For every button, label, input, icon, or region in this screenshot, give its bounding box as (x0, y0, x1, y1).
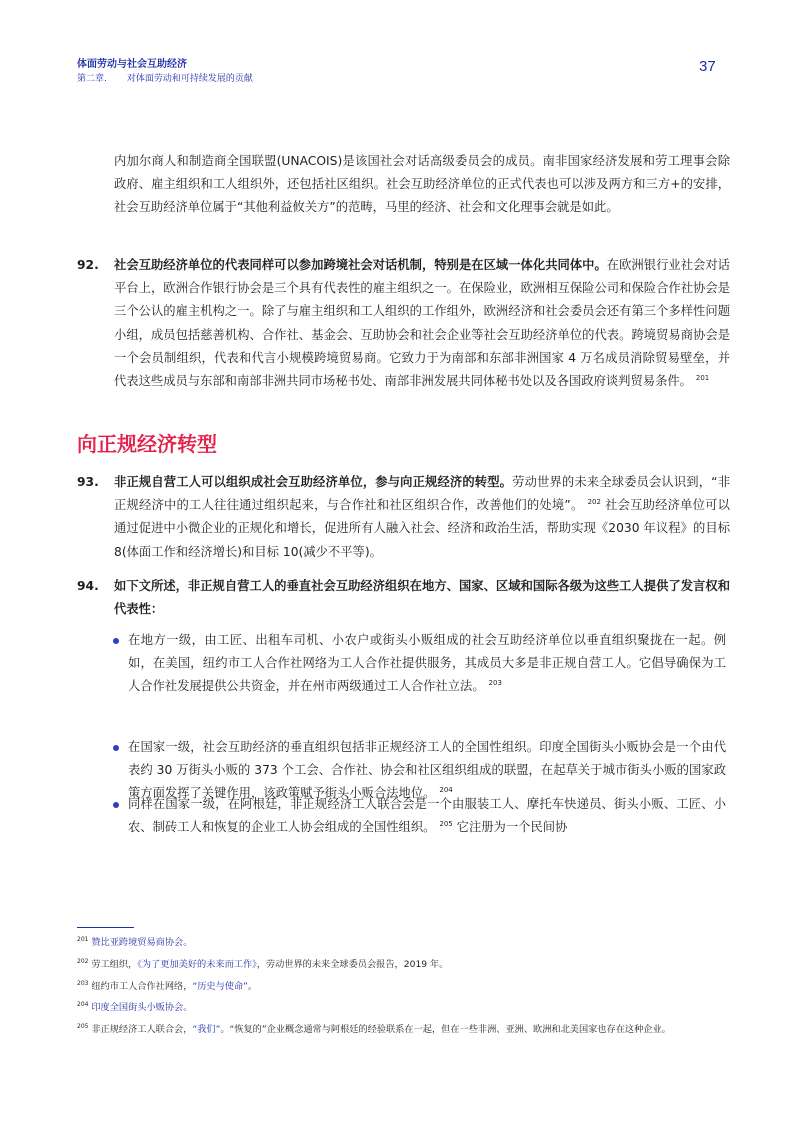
intro-paragraph: 内加尔商人和制造商全国联盟(UNACOIS)是该国社会对话高级委员会的成员。南非国家经济发展和劳工理事会除政府、雇主组织和工人组织外，还包括社区组织。社会互助经济单位的正式代表也可以涉及两方和三方+的安排，社会互助经济单位属于“其他利益攸关方”的范畴，马里的经济、社会和文化理事会就是如此。 (114, 154, 730, 215)
paragraph-93-body-b: 社会互助经济单位可以通过促进中小微企业的正规化和增长，促进所有人融入社会、经济和政治生活，帮助实现《2030 年议程》的目标 8(体面工作和经济增长)和目标 10(减少不平等)。 (114, 498, 730, 559)
paragraph-number-92: 92. (77, 258, 99, 272)
footnote-201-link[interactable]: 赞比亚跨境贸易商协会。 (91, 937, 193, 948)
paragraph-94-lead: 如下文所述，非正规自营工人的垂直社会互助经济组织在地方、国家、区域和国际各级为这些工人提供了发言权和代表性： (114, 579, 730, 617)
bullet-local-level (128, 629, 726, 699)
paragraph-93-body-a: 劳动世界的未来全球委员会认识到，“非正规经济中的工人往往通过组织起来，与合作社和社区组织合作，改善他们的处境”。 (114, 475, 730, 513)
paragraph-number-94: 94. (77, 579, 99, 593)
footnote-ref-202[interactable]: 202 (587, 498, 601, 507)
footnote-text: 纽约市工人合作社网络， (91, 981, 193, 992)
chapter-title: 对体面劳动和可持续发展的贡献 (126, 74, 253, 84)
bullet-dot (113, 745, 119, 751)
footnote-203 (77, 979, 717, 994)
footnote-number: 203 (77, 979, 89, 987)
bullet-text: 在地方一级，由工匠、出租车司机、小农户或街头小贩组成的社会互助经济单位以垂直组织聚拢在一起。例如，在美国，纽约市工人合作社网络为工人合作社提供服务，其成员大多是非正规自营工人。它倡导确保为工人合作社发展提供公共资金，并在州市两级通过工人合作社立法。 (128, 633, 726, 694)
paragraph-94 (114, 575, 730, 621)
footnote-text: 。 (247, 981, 258, 992)
footnote-text: 劳工组织， (91, 959, 138, 970)
footnote-202-link[interactable]: 《为了更加美好的未来而工作》 (137, 959, 257, 970)
bullet-text-continued: 它注册为一个民间协 (456, 820, 568, 835)
page-number: 37 (699, 58, 716, 75)
paragraph-92-body: 在欧洲银行业社会对话平台上，欧洲合作银行协会是三个具有代表性的雇主组织之一。在保险业，欧洲相互保险公司和保险合作社协会是三个公认的雇主机构之一。除了与雇主组织和工人组织的工作组外，欧洲经济和社会委员会还有第三个多样性问题小组，成员包括慈善机构、合作社、基金会、互助协会和社会企业等社会互助经济单位的代表。跨境贸易商协会是一个会员制组织，代表和代言小规模跨境贸易商。它致力于为南部和东部非洲国家 4 万名成员消除贸易壁垒，并代表这些成员与东部和南部非洲共同市场秘书处、南部非洲发展共同体秘书处以及各国政府谈判贸易条件。 (114, 258, 730, 389)
bullet-argentina (128, 793, 726, 839)
chapter-number: 第二章. (77, 74, 107, 84)
bullet-dot (113, 802, 119, 808)
footnote-number: 202 (77, 957, 89, 965)
paragraph-92 (114, 254, 730, 393)
paragraph-93 (114, 471, 730, 564)
footnote-number: 205 (77, 1022, 89, 1030)
footnote-201 (77, 935, 717, 950)
paragraph-92-lead: 社会互助经济单位的代表同样可以参加跨境社会对话机制，特别是在区域一体化共同体中。 (114, 258, 607, 272)
footnote-ref-204[interactable]: 204 (439, 786, 453, 795)
footnote-ref-203[interactable]: 203 (488, 679, 502, 688)
paragraph-93-lead: 非正规自营工人可以组织成社会互助经济单位，参与向正规经济的转型。 (114, 475, 513, 489)
footnote-204 (77, 1000, 717, 1015)
bullet-text: 同样在国家一级，在阿根廷，非正规经济工人联合会是一个由服装工人、摩托车快递员、街头小贩、工匠、小农、制砖工人和恢复的企业工人协会组成的全国性组织。 (128, 797, 726, 835)
footnote-text: 非正规经济工人联合会， (91, 1024, 193, 1035)
footnote-number: 204 (77, 1000, 89, 1008)
section-title: 向正规经济转型 (77, 432, 217, 456)
running-header-title: 体面劳动与社会互助经济 (77, 59, 187, 70)
footnote-text: ，劳动世界的未来全球委员会报告，2019 年。 (256, 959, 449, 970)
footnote-202 (77, 957, 717, 972)
bullet-text: 在国家一级，社会互助经济的垂直组织包括非正规经济工人的全国性组织。印度全国街头小贩协会是一个由代表约 30 万街头小贩的 373 个工会、合作社、协会和社区组织组成的联盟，在起草关于城市街头小贩的国家政策方面发挥了关键作用，该政策赋予街头小贩合法地位。 (128, 740, 726, 801)
footnote-205 (77, 1022, 717, 1037)
footnote-204-link[interactable]: 印度全国街头小贩协会。 (91, 1002, 193, 1013)
bullet-dot (113, 638, 119, 644)
footnote-number: 201 (77, 935, 89, 943)
paragraph-number-93: 93. (77, 475, 99, 489)
running-header-chapter (77, 71, 253, 84)
footnote-205-link[interactable]: “我们” (192, 1024, 221, 1035)
footnote-text: 。“恢复的”企业概念通常与阿根廷的经验联系在一起，但在一些非洲、亚洲、欧洲和北美国家也存在这种企业。 (220, 1024, 671, 1035)
footnote-ref-201[interactable]: 201 (695, 373, 710, 382)
footnote-203-link[interactable]: “历史与使命” (192, 981, 248, 992)
footnote-ref-205[interactable]: 205 (439, 820, 453, 829)
footnote-divider (77, 927, 134, 928)
